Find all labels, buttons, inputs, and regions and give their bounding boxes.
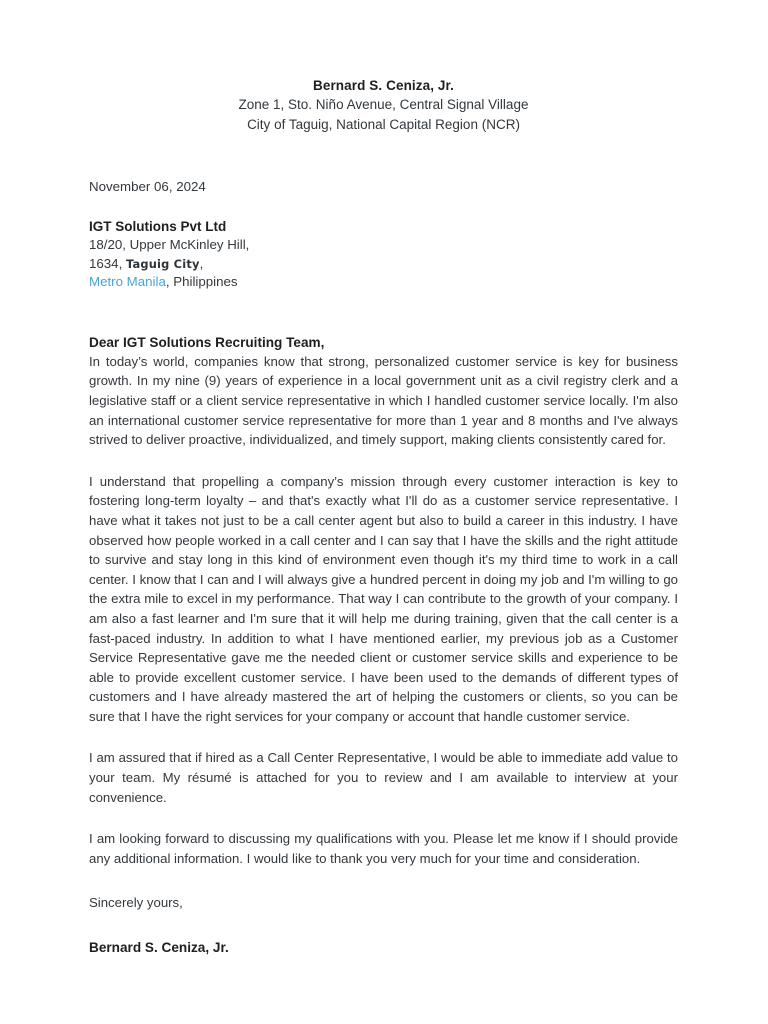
- recipient-city: Taguig City: [125, 256, 200, 271]
- body-paragraph-1: In today’s world, companies know that strong, personalized customer service is key for business growth. In my nine (9) years of experience in a local government unit as a civil registry clerk and a legislative staff or a client service representative in which I handled customer service locally. I'm also an international customer service representative for more than 1 year and 8 months and I've always strived to deliver proactive, individualized, and timely support, making clients consistently cared for.: [89, 353, 678, 448]
- body-paragraph-2: I understand that propelling a company’s mission through every customer interaction is key to fostering long-term loyalty – and that's exactly what I'll do as a customer service representative. I have what it takes not just to be a call center agent but also to build a career in this industry. I have observed how people worked in a call center and I can say that I have the skills and the right attitude to survive and stay long in this kind of environment even though it's my third time to work in a call center. I know that I can and I will always give a hundred percent in doing my job and I'm willing to go the extra mile to excel in my performance. That way I can contribute to the growth of your company. I am also a fast learner and I'm sure that it will help me during training, given that the call center is a fast-paced industry. In addition to what I have mentioned earlier, my previous job as a Customer Service Representative gave me the needed client or customer service skills and experience to be able to provide excellent customer service. I have been used to the demands of different types of customers and I have already mastered the art of helping the customers or clients, so you can be sure that I have the right services for your company or account that handle customer service.: [89, 473, 678, 724]
- recipient-country: , Philippines: [165, 274, 238, 290]
- sender-name: Bernard S. Ceniza, Jr.: [312, 78, 454, 93]
- recipient-postal-code: 1634,: [89, 255, 123, 271]
- letter-date: November 06, 2024: [89, 179, 206, 194]
- sender-address-line-2: City of Taguig, National Capital Region (NCR): [247, 116, 520, 132]
- recipient-address-block: [89, 217, 678, 292]
- letter-content: [89, 0, 678, 957]
- salutation: Dear IGT Solutions Recruiting Team,: [89, 334, 325, 350]
- recipient-city-line: [89, 255, 678, 274]
- closing-phrase: Sincerely yours,: [89, 895, 183, 911]
- signature-name: Bernard S. Ceniza, Jr.: [89, 940, 229, 956]
- body-paragraph-4: I am looking forward to discussing my qualifications with you. Please let me know if I should provide any additional information. I would like to thank you very much for your time and consideration.: [89, 831, 678, 866]
- recipient-region: Metro Manila: [89, 274, 166, 290]
- recipient-city-suffix: ,: [199, 255, 204, 271]
- recipient-company-name: IGT Solutions Pvt Ltd: [89, 219, 227, 234]
- sender-address-line-1: Zone 1, Sto. Niño Avenue, Central Signal Village: [238, 97, 529, 112]
- letter-body: [89, 352, 678, 869]
- recipient-region-line: [89, 273, 678, 292]
- body-paragraph-3: I am assured that if hired as a Call Center Representative, I would be able to immediate add value to your team. My résumé is attached for you to review and I am available to interview at your convenience.: [89, 750, 678, 805]
- letterhead: [89, 0, 678, 134]
- recipient-street: 18/20, Upper McKinley Hill,: [89, 237, 250, 252]
